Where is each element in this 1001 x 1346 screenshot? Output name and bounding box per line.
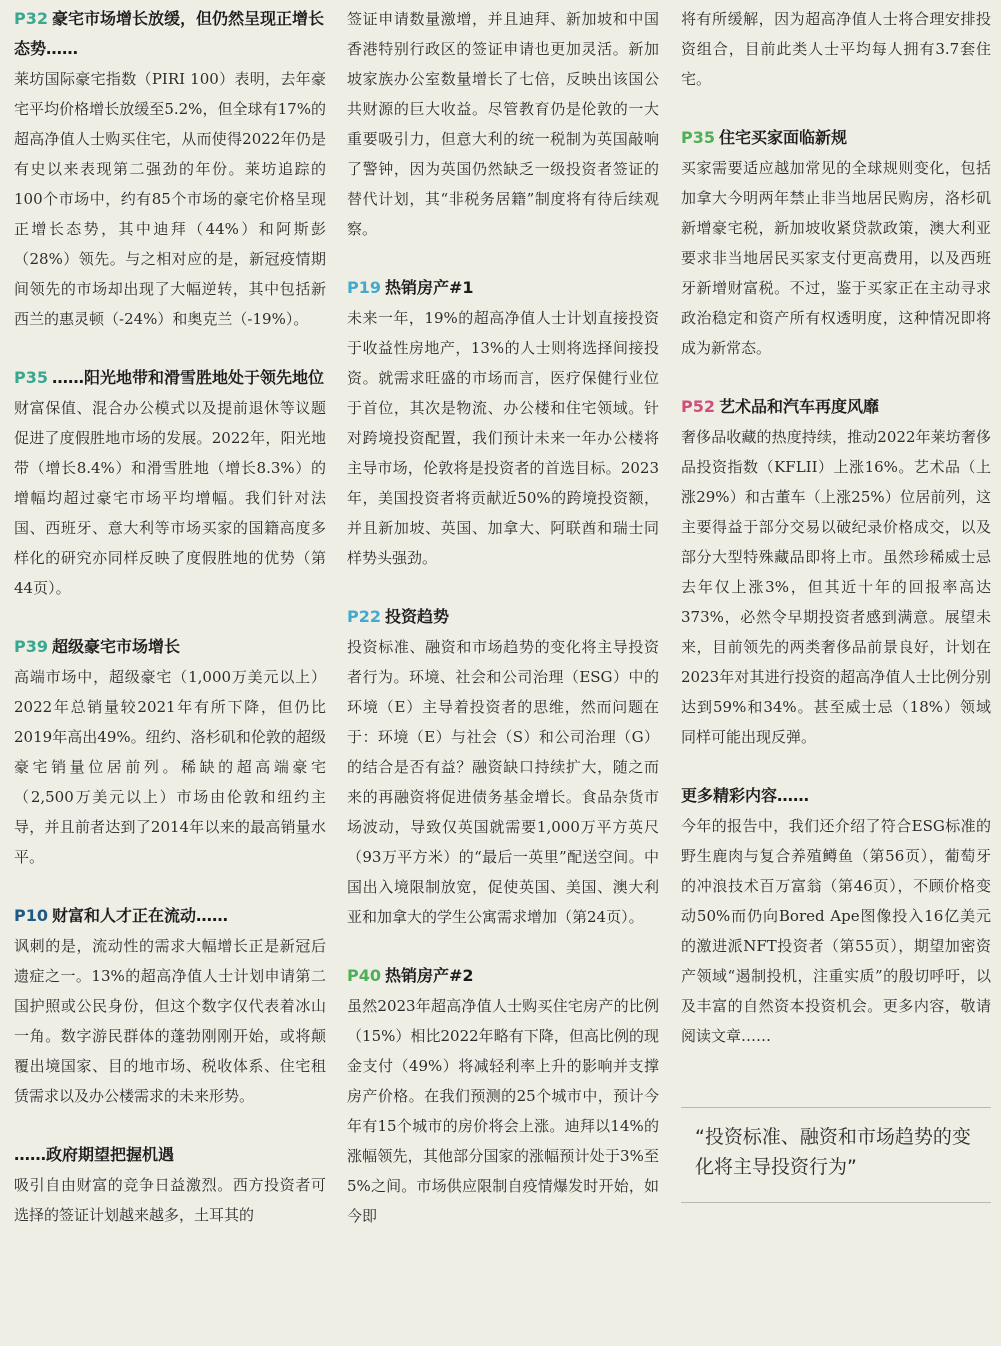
section-body: 莱坊国际豪宅指数（PIRI 100）表明，去年豪宅平均价格增长放缓至5.2%，但全球有17%的超高净值人士购买住宅，从而使得2022年仍是有史以来表现第二强劲的年份。莱坊追踪的100个市场中，约有85个市场的豪宅价格呈现正增长态势，其中迪拜（44%）和阿斯彭（28%）领先。与之相对应的是，新冠疫情期间领先的市场却出现了大幅逆转，其中包括新西兰的惠灵顿（-24%）和奥克兰（-19%）。 <box>14 70 326 328</box>
section-sunbelt-ski <box>14 363 326 603</box>
section-heading: 更多精彩内容…… <box>681 786 810 805</box>
section-body: 未来一年，19%的超高净值人士计划直接投资于收益性房地产，13%的人士则将选择间接投资。就需求旺盛的市场而言，医疗保健行业位于首位，其次是物流、办公楼和住宅领域。针对跨境投资配置，我们预计未来一年办公楼将主导市场，伦敦将是投资者的首选目标。2023年，美国投资者将贡献近50%的跨境投资额，并且新加坡、英国、加拿大、阿联酋和瑞士同样势头强劲。 <box>347 309 659 567</box>
section-body: 买家需要适应越加常见的全球规则变化，包括加拿大今明两年禁止非当地居民购房，洛杉矶新增豪宅税，新加坡收紧贷款政策，澳大利亚要求非当地居民买家支付更高费用，以及西班牙新增财富税。不过，鉴于买家正在主动寻求政治稳定和资产所有权透明度，这种情况即将成为新常态。 <box>681 159 991 357</box>
section-hot-property-2 <box>347 961 659 1231</box>
section-more-content <box>681 781 991 1051</box>
section-heading <box>681 392 991 422</box>
section-heading <box>681 123 991 153</box>
section-heading <box>347 273 659 303</box>
section-body: 奢侈品收藏的热度持续，推动2022年莱坊奢侈品投资指数（KFLII）上涨16%。艺术品（上涨29%）和古董车（上涨25%）位居前列，这主要得益于部分交易以破纪录价格成交，以及部分大型特殊藏品即将上市。虽然珍稀威士忌去年仅上涨3%，但其近十年的回报率高达373%，必然令早期投资者感到满意。展望未来，目前领先的两类奢侈品前景良好，计划在2023年对其进行投资的超高净值人士比例分别达到59%和34%。甚至威士忌（18%）领域同样可能出现反弹。 <box>681 428 991 746</box>
section-government <box>14 1140 326 1230</box>
page-ref: P22 <box>347 607 381 626</box>
heading-text: 热销房产#1 <box>385 278 474 297</box>
section-body: 财富保值、混合办公模式以及提前退休等议题促进了度假胜地市场的发展。2022年，阳光地带（增长8.4%）和滑雪胜地（增长8.3%）的增幅均超过豪宅市场平均增幅。我们针对法国、西班牙、意大利等市场买家的国籍高度多样化的研究亦同样反映了度假胜地的优势（第44页）。 <box>14 399 326 597</box>
section-body: 高端市场中，超级豪宅（1,000万美元以上）2022年总销量较2021年有所下降，但仍比2019年高出49%。纽约、洛杉矶和伦敦的超级豪宅销量位居前列。稀缺的超高端豪宅（2,500万美元以上）市场由伦敦和纽约主导，并且前者达到了2014年以来的最高销量水平。 <box>14 668 326 866</box>
section-heading <box>14 363 326 393</box>
section-body: 将有所缓解，因为超高净值人士将合理安排投资组合，目前此类人士平均每人拥有3.7套住宅。 <box>681 10 991 88</box>
heading-text: 超级豪宅市场增长 <box>52 637 181 656</box>
heading-text: 豪宅市场增长放缓，但仍然呈现正增长态势…… <box>14 9 325 58</box>
page-ref: P40 <box>347 966 381 985</box>
section-hot-property-1 <box>347 273 659 573</box>
section-heading <box>14 632 326 662</box>
page-ref: P32 <box>14 9 48 28</box>
section-body: 虽然2023年超高净值人士购买住宅房产的比例（15%）相比2022年略有下降，但高比例的现金支付（49%）将减轻利率上升的影响并支撑房产价格。在我们预测的25个城市中，预计今年有15个城市的房价将会上涨。迪拜以14%的涨幅领先，其他部分国家的涨幅预计处于3%至5%之间。市场供应限制自疫情爆发时开始，如今即 <box>347 997 659 1225</box>
section-body: 签证申请数量激增，并且迪拜、新加坡和中国香港特别行政区的签证申请也更加灵活。新加坡家族办公室数量增长了七倍，反映出该国公共财源的巨大收益。尽管教育仍是伦敦的一大重要吸引力，但意大利的统一税制为英国敲响了警钟，因为英国仍然缺乏一级投资者签证的替代计划，其“非税务居籍”制度将有待后续观察。 <box>347 10 659 238</box>
section-heading: ……政府期望把握机遇 <box>14 1145 175 1164</box>
heading-text: 财富和人才正在流动…… <box>52 906 229 925</box>
page-ref: P39 <box>14 637 48 656</box>
page-ref: P19 <box>347 278 381 297</box>
section-art-cars <box>681 392 991 752</box>
column-left <box>14 4 326 1259</box>
pull-quote: “投资标准、融资和市场趋势的变化将主导投资行为” <box>681 1107 991 1203</box>
page-ref: P35 <box>14 368 48 387</box>
heading-text: 热销房产#2 <box>385 966 474 985</box>
section-government-cont <box>347 4 659 244</box>
section-body: 讽刺的是，流动性的需求大幅增长正是新冠后遗症之一。13%的超高净值人士计划申请第二国护照或公民身份，但这个数字仅代表着冰山一角。数字游民群体的蓬勃刚刚开始，或将颠覆出境国家、目的地市场、税收体系、住宅租赁需求以及办公楼需求的未来形势。 <box>14 937 326 1105</box>
section-luxury-growth <box>14 4 326 334</box>
section-hot-property-2-cont <box>681 4 991 94</box>
section-body: 今年的报告中，我们还介绍了符合ESG标准的野生鹿肉与复合养殖鳟鱼（第56页），葡萄牙的冲浪技术百万富翁（第46页），不顾价格变动50%而仍向Bored Ape图像投入16亿美元的激进派NFT投资者（第55页），期望加密资产领域“遏制投机，注重实质”的殷切呼吁，以及丰富的自然资本投资机会。更多内容，敬请阅读文章…… <box>681 817 991 1045</box>
column-right <box>681 4 991 1203</box>
section-body: 吸引自由财富的竞争日益激烈。西方投资者可选择的签证计划越来越多，土耳其的 <box>14 1176 326 1224</box>
section-heading <box>14 4 326 64</box>
heading-text: 住宅买家面临新规 <box>719 128 848 147</box>
section-super-prime <box>14 632 326 872</box>
section-wealth-talent <box>14 901 326 1111</box>
section-heading <box>347 961 659 991</box>
section-investment-trends <box>347 602 659 932</box>
section-heading <box>347 602 659 632</box>
section-body: 投资标准、融资和市场趋势的变化将主导投资者行为。环境、社会和公司治理（ESG）中的环境（E）主导着投资者的思维，然而问题在于：环境（E）与社会（S）和公司治理（G）的结合是否有益？融资缺口持续扩大，随之而来的再融资将促进债务基金增长。食品杂货市场波动，导致仅英国就需要1,000万平方英尺（93万平方米）的“最后一英里”配送空间。中国出入境限制放宽，促使英国、美国、澳大利亚和加拿大的学生公寓需求增加（第24页）。 <box>347 638 659 926</box>
heading-text: 艺术品和汽车再度风靡 <box>719 397 880 416</box>
section-heading <box>14 901 326 931</box>
heading-text: 投资趋势 <box>385 607 450 626</box>
column-middle <box>347 4 659 1260</box>
page-ref: P52 <box>681 397 715 416</box>
heading-text: ……阳光地带和滑雪胜地处于领先地位 <box>52 368 325 387</box>
page-ref: P10 <box>14 906 48 925</box>
section-new-rules <box>681 123 991 363</box>
page-ref: P35 <box>681 128 715 147</box>
